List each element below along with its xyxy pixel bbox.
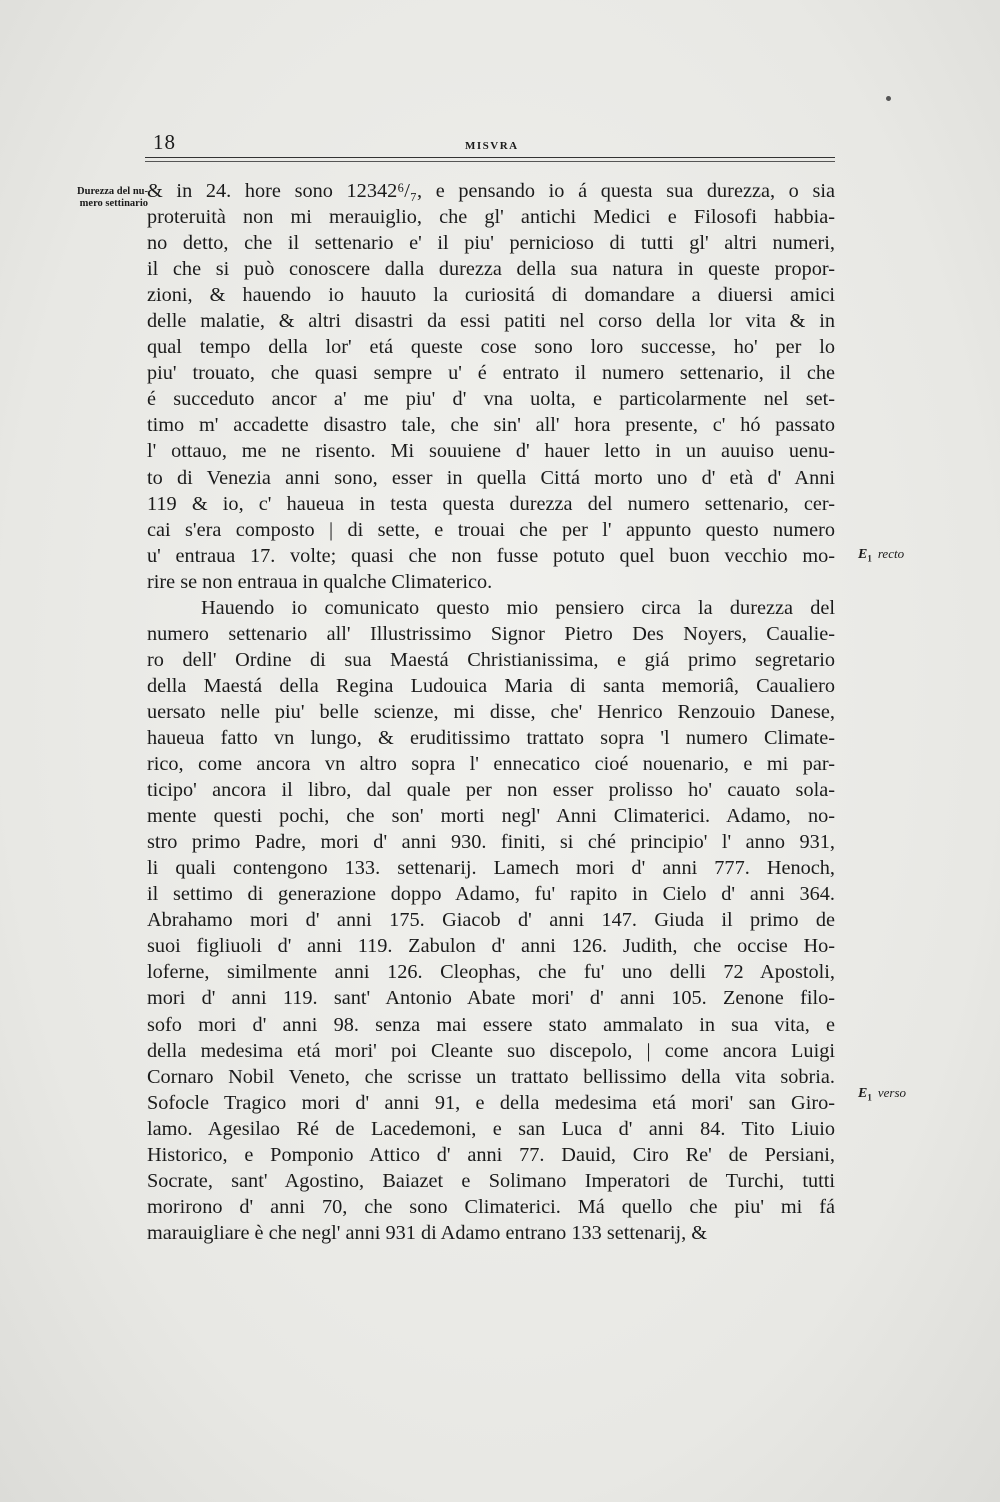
signature-index: 1 [867, 1092, 872, 1103]
text-line: sofo mori d' anni 98. senza mai essere stato ammalato in sua vita, e [147, 1013, 835, 1036]
text-line: lamo. Agesilao Ré de Lacedemoni, e san Luca d' anni 84. Tito Liuio [147, 1117, 835, 1140]
text-line: u' entraua 17. volte; quasi che non fusse potuto quel buon vecchio mo- [147, 544, 835, 567]
signature-word: recto [877, 546, 905, 561]
text-line: cai s'era composto | di sette, e trouai che per l' appunto questo numero [147, 518, 835, 541]
text-line: loferne, similmente anni 126. Cleophas, che fu' uno delli 72 Apostoli, [147, 961, 835, 984]
side-note [36, 186, 148, 210]
text-line: rire se non entraua in qualche Climaterico. [147, 570, 493, 593]
page-header [145, 128, 835, 168]
text-line: Cornaro Nobil Veneto, che scrisse un trattato bellissimo della vita sobria. [147, 1065, 835, 1088]
side-note-line: Durezza del nu- [77, 186, 148, 197]
text-line: suoi figliuoli d' anni 119. Zabulon d' anni 126. Judith, che occise Ho- [147, 935, 835, 958]
text-line: marauigliare è che negl' anni 931 di Adamo entrano 133 settenarij, & [147, 1221, 708, 1244]
signature-word: verso [877, 1085, 907, 1100]
text-line: della medesima etá mori' poi Cleante suo discepolo, | come ancora Luigi [147, 1039, 835, 1062]
text-line: Hauendo io comunicato questo mio pensiero circa la durezza del [201, 596, 835, 619]
text-line: uersato nelle piu' belle scienze, mi disse, che' Henrico Renzouio Danese, [147, 700, 835, 723]
signature-letter: E [858, 547, 868, 562]
text-line: ro dell' Ordine di sua Maestá Christianissima, e giá primo segretario [147, 648, 835, 671]
margin-signature-recto [858, 546, 904, 564]
header-rule-thin [145, 161, 835, 162]
text-line: é succeduto ancor a' me piu' d' vna uolta, e particolarmente nel set- [147, 388, 835, 411]
text-line: morirono d' anni 70, che sono Climaterici. Má quello che piu' mi fá [147, 1195, 835, 1218]
text-line: Sofocle Tragico mori d' anni 91, e della medesima etá mori' san Giro- [147, 1091, 835, 1114]
text-line: stro primo Padre, mori d' anni 930. finiti, si ché principio' l' anno 931, [147, 831, 835, 854]
page-number: 18 [153, 130, 176, 154]
text-line: haueua fatto vn lungo, & eruditissimo trattato sopra 'l numero Climate- [147, 726, 835, 749]
text-line: il che si può conoscere dalla durezza della sua natura in queste propor- [147, 258, 835, 281]
text-line: timo m' accadette disastro tale, che sin' all' hora presente, c' hó passato [147, 414, 835, 437]
text-line: li quali contengono 133. settenarij. Lamech mori d' anni 777. Henoch, [147, 857, 835, 880]
running-title: MISVRA [465, 140, 519, 152]
ink-speck [886, 96, 891, 101]
text-line: & in 24. hore sono 12342⁶/₇, e pensando io á questa sua durezza, o sia [147, 180, 835, 202]
body-text [147, 178, 835, 1246]
text-line: mori d' anni 119. sant' Antonio Abate mori' d' anni 105. Zenone filo- [147, 987, 835, 1010]
text-line: ticipo' ancora il libro, dal quale per non esser prolisso ho' cauato sola- [147, 779, 835, 802]
text-line: Historico, e Pomponio Attico d' anni 77. Dauid, Ciro Re' de Persiani, [147, 1143, 835, 1166]
text-line: l' ottauo, me ne risento. Mi souuiene d' hauer letto in un auuiso uenu- [147, 440, 835, 463]
text-line: Abrahamo mori d' anni 175. Giacob d' anni 147. Giuda il primo de [147, 909, 835, 932]
text-line: della Maestá della Regina Ludouica Maria di santa memoriâ, Caualiero [147, 674, 835, 697]
text-line: rico, come ancora vn altro sopra l' ennecatico cioé nouenario, e mi par- [147, 753, 835, 776]
text-line: to di Venezia anni sono, esser in quella Cittá morto uno d' età d' Anni [147, 466, 835, 489]
signature-index: 1 [867, 553, 872, 564]
text-line: 119 & io, c' haueua in testa questa durezza del numero settenario, cer- [147, 492, 835, 515]
text-line: proteruità non mi merauiglio, che gl' antichi Medici e Filosofi habbia- [147, 206, 835, 229]
text-line: piu' trouato, che quasi sempre u' é entrato il numero settenario, il che [147, 362, 835, 385]
paragraph-1 [147, 178, 835, 595]
text-line: no detto, che il settenario e' il piu' pernicioso di tutti gl' altri numeri, [147, 232, 835, 255]
signature-letter: E [858, 1086, 868, 1101]
side-note-line: mero settinario [79, 198, 148, 209]
text-line: mente questi pochi, che son' morti negl' Anni Climaterici. Adamo, no- [147, 805, 835, 828]
paragraph-2 [147, 595, 835, 1246]
margin-signature-verso [858, 1085, 906, 1103]
text-line: delle malatie, & altri disastri da essi patiti nel corso della lor vita & in [147, 310, 835, 333]
text-line: qual tempo della lor' etá queste cose sono loro successe, ho' per lo [147, 336, 835, 359]
header-rule [145, 157, 835, 158]
text-line: numero settenario all' Illustrissimo Signor Pietro Des Noyers, Caualie- [147, 622, 835, 645]
text-line: il settimo di generazione doppo Adamo, fu' rapito in Cielo d' anni 364. [147, 883, 835, 906]
text-line: Socrate, sant' Agostino, Baiazet e Solimano Imperatori de Turchi, tutti [147, 1169, 835, 1192]
text-line: zioni, & hauendo io hauuto la curiositá di domandare a diuersi amici [147, 284, 835, 307]
